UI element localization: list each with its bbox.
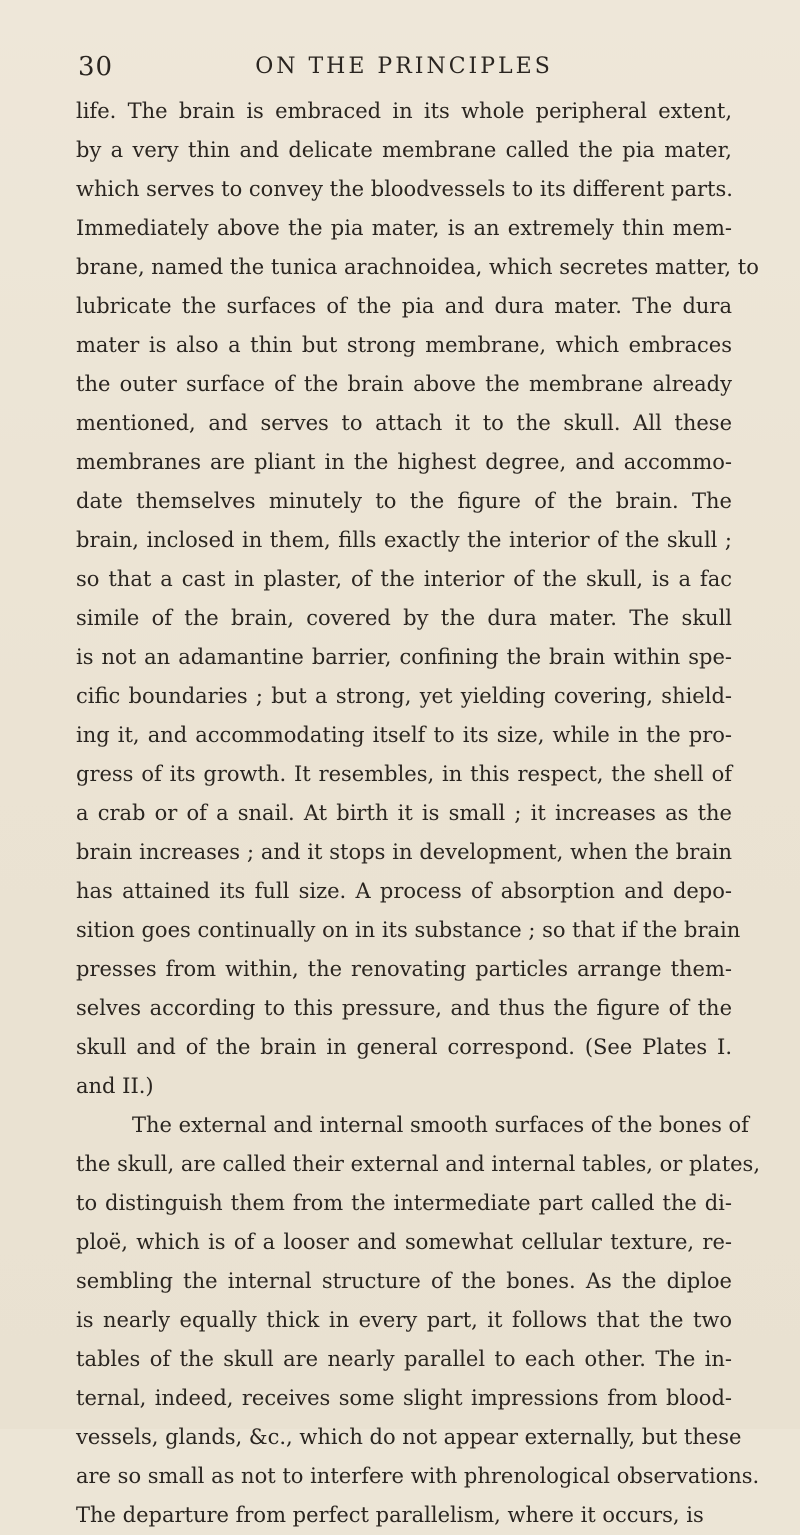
text-line: membranes are pliant in the highest degree, and accommo- [76,450,732,474]
text-line: gress of its growth. It resembles, in this respect, the shell of [76,762,732,786]
text-line: and II.) [76,1074,154,1098]
text-line: Immediately above the pia mater, is an extremely thin mem- [76,216,732,240]
text-line: the skull, are called their external and internal tables, or plates, [76,1152,761,1176]
text-line: brane, named the tunica arachnoidea, which secretes matter, to [76,255,759,279]
text-line: so that a cast in plaster, of the interior of the skull, is a fac [76,567,732,591]
text-line: selves according to this pressure, and thus the figure of the [76,996,732,1020]
text-line: ploë, which is of a looser and somewhat cellular texture, re- [76,1230,732,1254]
text-line: by a very thin and delicate membrane called the pia mater, [76,138,732,162]
page-header [68,52,740,86]
text-line: which serves to convey the bloodvessels to its different parts. [76,177,733,201]
text-line: the outer surface of the brain above the membrane already [76,372,732,396]
text-line: date themselves minutely to the figure of the brain. The [76,489,732,513]
body-text [76,92,761,1535]
text-line: lubricate the surfaces of the pia and dura mater. The dura [76,294,732,318]
page-number: 30 [78,52,114,82]
text-line: The external and internal smooth surfaces of the bones of [132,1113,749,1137]
paragraph [76,92,759,1106]
text-line: mater is also a thin but strong membrane, which embraces [76,333,732,357]
text-line: ternal, indeed, receives some slight impressions from blood- [76,1386,732,1410]
text-line: presses from within, the renovating particles arrange them- [76,957,732,981]
text-line: brain increases ; and it stops in development, when the brain [76,840,732,864]
text-line: are so small as not to interfere with phrenological observations. [76,1464,760,1488]
running-head: ON THE PRINCIPLES [255,54,553,79]
text-line: to distinguish them from the intermediate part called the di- [76,1191,732,1215]
text-line: vessels, glands, &c., which do not appear externally, but these [76,1425,742,1449]
text-line: mentioned, and serves to attach it to the skull. All these [76,411,732,435]
text-line: is nearly equally thick in every part, it follows that the two [76,1308,732,1332]
text-line: simile of the brain, covered by the dura mater. The skull [76,606,732,630]
text-line: tables of the skull are nearly parallel to each other. The in- [76,1347,732,1371]
text-line: is not an adamantine barrier, confining the brain within spe- [76,645,732,669]
text-line: has attained its full size. A process of absorption and depo- [76,879,732,903]
text-line: skull and of the brain in general correspond. (See Plates I. [76,1035,732,1059]
text-line: life. The brain is embraced in its whole peripheral extent, [76,99,732,123]
text-line: The departure from perfect parallelism, where it occurs, is [76,1503,704,1527]
text-line: sition goes continually on in its substance ; so that if the brain [76,918,741,942]
text-line: ing it, and accommodating itself to its size, while in the pro- [76,723,732,747]
text-line: sembling the internal structure of the bones. As the diploe [76,1269,732,1293]
text-line: cific boundaries ; but a strong, yet yielding covering, shield- [76,684,732,708]
text-line: a crab or of a snail. At birth it is small ; it increases as the [76,801,732,825]
text-line: brain, inclosed in them, fills exactly the interior of the skull ; [76,528,732,552]
paragraph [76,1106,761,1535]
